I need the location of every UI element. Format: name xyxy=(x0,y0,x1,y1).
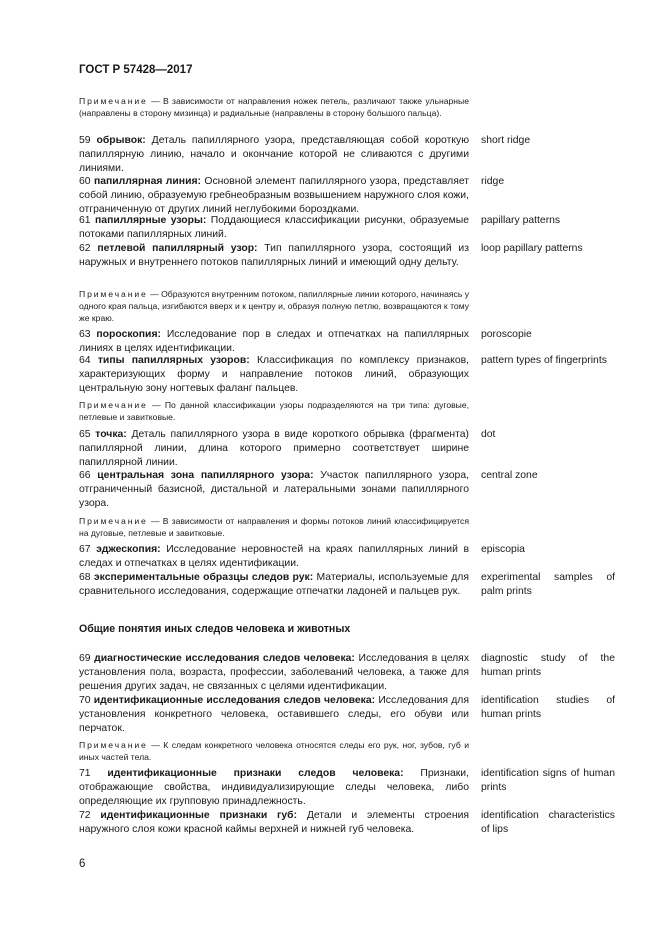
term-name: диагностические исследования следов человека: xyxy=(94,653,355,664)
term-number: 59 xyxy=(79,135,91,146)
term-name: папиллярные узоры: xyxy=(95,215,207,226)
term-name: пороскопия: xyxy=(96,329,161,340)
section-heading: Общие понятия иных следов человека и животных xyxy=(79,623,351,635)
term-number: 72 xyxy=(79,810,91,821)
term-number: 67 xyxy=(79,544,91,555)
term-name: папиллярная линия: xyxy=(93,176,201,187)
term-english-71: identification signs of human prints xyxy=(481,768,615,793)
note-text: — По данной классификации узоры подразделяются на три типа: дуговые, петлевые и завитковые. xyxy=(79,400,470,422)
term-number: 62 xyxy=(79,243,91,254)
term-number: 60 xyxy=(79,176,91,187)
term-number: 65 xyxy=(79,429,91,440)
term-name: идентификационные признаки следов человека: xyxy=(107,768,404,779)
term-definition: Основной элемент папиллярного узора, представляет собой линию, образуемую гребнеобразным возвышением наружного слоя кожи, отграниченную от других линий неглубокими бороздками. xyxy=(79,176,470,215)
term-english-70: identification studies of human prints xyxy=(481,695,615,720)
note xyxy=(79,95,469,119)
term-number: 64 xyxy=(79,355,91,366)
term-number: 68 xyxy=(79,572,91,583)
term-definition: Деталь папиллярного узора, представляющая собой короткую папиллярную линию, начало и окончание которой не сливаются с другими линиями. xyxy=(79,135,470,174)
note-text: — В зависимости от направления ножек петель, различают также ульнарные (направлены в сторону мизинца) и радиальные (направлены в сторону большого пальца). xyxy=(79,96,469,118)
term-definition: Исследование неровностей на краях папиллярных линий в следах и отпечатках в целях идентификации. xyxy=(79,544,470,569)
term-number: 70 xyxy=(79,695,91,706)
note-text: — К следам конкретного человека относятся следы его рук, ног, зубов, губ и иных частей тела. xyxy=(79,740,470,762)
term-entry-70 xyxy=(79,694,469,736)
term-entry-67 xyxy=(79,543,469,571)
term-name: идентификационные признаки губ: xyxy=(100,810,298,821)
term-entry-66 xyxy=(79,469,469,511)
term-name: точка: xyxy=(95,429,127,440)
term-number: 69 xyxy=(79,653,91,664)
term-definition: Участок папиллярного узора, отграниченный базисной, дистальной и латеральными зонами папиллярного узора. xyxy=(79,470,469,509)
term-number: 71 xyxy=(79,768,91,779)
term-number: 61 xyxy=(79,215,91,226)
term-definition: Признаки, отображающие свойства, индивидуализирующие следы человека, либо определяющие их групповую принадлежность. xyxy=(79,768,469,807)
term-name: обрывок: xyxy=(96,135,146,146)
note-text: — Образуются внутренним потоком, папиллярные линии которого, начинаясь у одного края пальца, изгибаются вверх и к центру и, образуя полную петлю, возвращаются к тому же краю. xyxy=(79,289,470,323)
term-definition: Поддающиеся классификации рисунки, образуемые потоками папиллярных линий. xyxy=(79,215,470,240)
note-label: Примечание xyxy=(79,740,148,750)
term-entry-59 xyxy=(79,134,469,176)
term-entry-64 xyxy=(79,354,469,396)
term-english-61: papillary patterns xyxy=(481,215,561,226)
term-english-69: diagnostic study of the human prints xyxy=(481,653,615,678)
term-english-64: pattern types of fingerprints xyxy=(481,355,607,366)
note xyxy=(79,288,469,324)
term-entry-65 xyxy=(79,428,469,470)
note xyxy=(79,739,469,763)
note-label: Примечание xyxy=(79,289,148,299)
document-header: ГОСТ Р 57428—2017 xyxy=(79,64,193,76)
term-name: центральная зона папиллярного узора: xyxy=(97,470,314,481)
term-entry-68 xyxy=(79,571,469,599)
term-definition: Тип папиллярного узора, состоящий из наружных и внутреннего потоков папиллярных линий и имеющий одну дельту. xyxy=(79,243,469,268)
term-name: экспериментальные образцы следов рук: xyxy=(93,572,314,583)
page-number: 6 xyxy=(79,858,86,870)
term-definition: Материалы, используемые для сравнительного исследования, содержащие отпечатки ладоней и пальцев рук. xyxy=(79,572,469,597)
term-name: типы папиллярных узоров: xyxy=(97,355,250,366)
term-name: эджескопия: xyxy=(96,544,161,555)
term-definition: Исследования в целях установления пола, возраста, профессии, заболеваний человека, а также для решения других задач, не связанных с целями идентификации. xyxy=(79,653,470,692)
term-english-65: dot xyxy=(481,429,496,440)
note-label: Примечание xyxy=(79,400,148,410)
note-label: Примечание xyxy=(79,96,148,106)
term-definition: Деталь папиллярного узора в виде короткого обрывка (фрагмента) папиллярной линии, длина которого примерно соответствует ширине папиллярной линии. xyxy=(79,429,469,468)
term-entry-60 xyxy=(79,175,469,217)
note-label: Примечание xyxy=(79,516,148,526)
term-name: петлевой папиллярный узор: xyxy=(97,243,258,254)
term-number: 63 xyxy=(79,329,91,340)
term-definition: Исследования для установления конкретного человека, оставившего следы, его обуви или перчаток. xyxy=(79,695,469,734)
term-entry-62 xyxy=(79,242,469,270)
term-definition: Исследование пор в следах и отпечатках на папиллярных линиях в целях идентификации. xyxy=(79,329,469,354)
term-name: идентификационные исследования следов человека: xyxy=(93,695,376,706)
term-english-59: short ridge xyxy=(481,135,531,146)
term-english-60: ridge xyxy=(481,176,505,187)
term-english-67: episcopia xyxy=(481,544,525,555)
term-entry-61 xyxy=(79,214,469,242)
term-english-63: poroscopie xyxy=(481,329,532,340)
term-english-62: loop papillary patterns xyxy=(481,243,583,254)
term-entry-71 xyxy=(79,767,469,809)
term-english-66: central zone xyxy=(481,470,538,481)
note xyxy=(79,399,469,423)
term-number: 66 xyxy=(79,470,91,481)
term-definition: Классификация по комплексу признаков, характеризующих форму и направление потоков линий, образующих центральную зону ногтевых фаланг пальцев. xyxy=(79,355,470,394)
note-text: — В зависимости от направления и формы потоков линий классифицируется на дуговые, петлевые и завитковые. xyxy=(79,516,469,538)
term-entry-69 xyxy=(79,652,469,694)
term-entry-72 xyxy=(79,809,469,837)
term-english-68: experimental samples of palm prints xyxy=(481,572,615,597)
term-entry-63 xyxy=(79,328,469,356)
note xyxy=(79,515,469,539)
term-english-72: identification characteristics of lips xyxy=(481,810,615,835)
term-definition: Детали и элементы строения наружного слоя кожи красной каймы верхней и нижней губ человека. xyxy=(79,810,469,835)
